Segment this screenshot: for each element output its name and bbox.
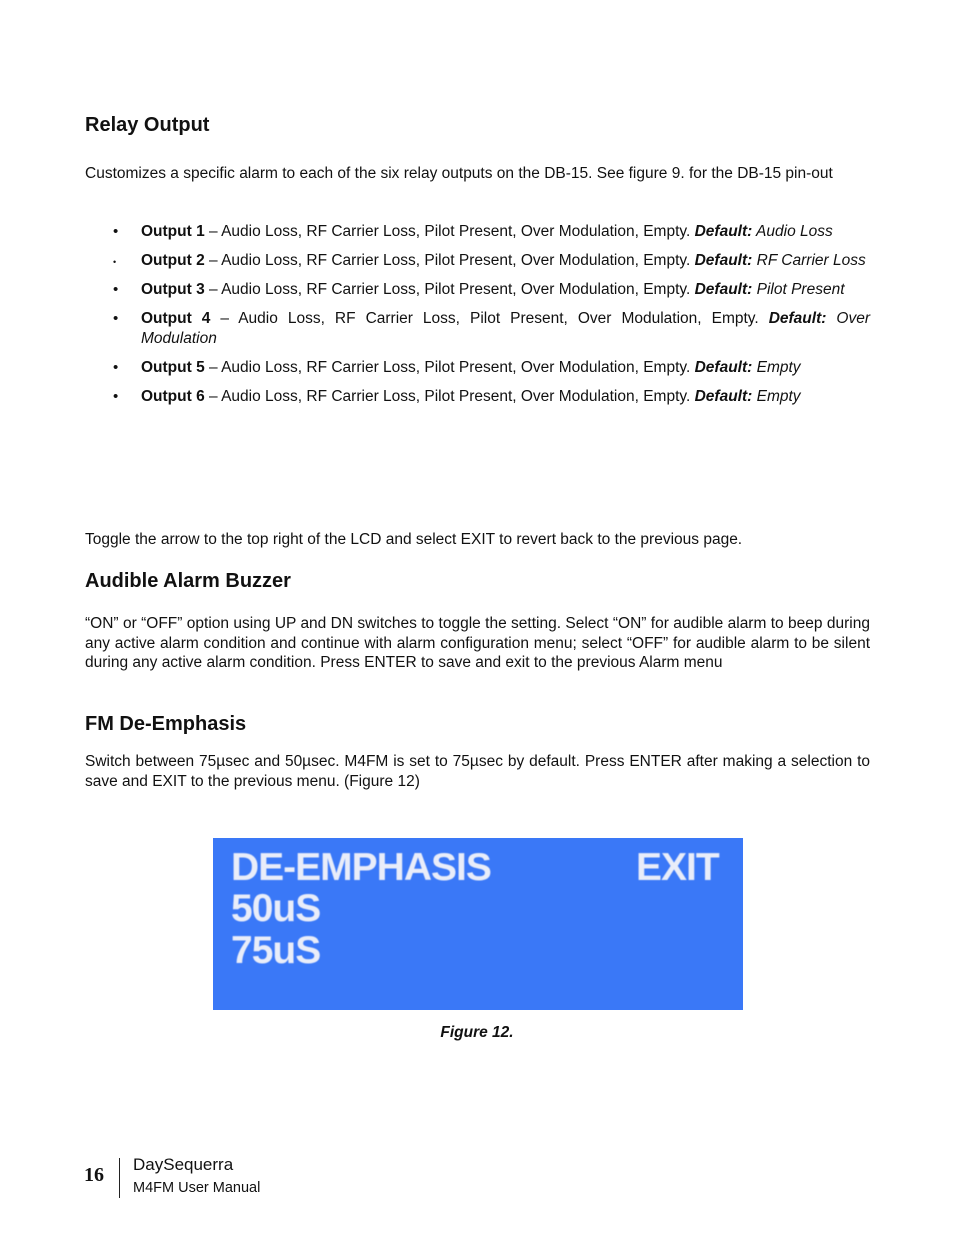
footer-divider: [119, 1158, 120, 1198]
list-item: [85, 222, 870, 242]
default-value: Empty: [752, 358, 801, 376]
default-label: Default:: [694, 223, 753, 240]
output-options: – Audio Loss, RF Carrier Loss, Pilot Present, Over Modulation, Empty.: [210, 310, 769, 327]
output-name: Output 1: [141, 223, 205, 240]
list-item: [85, 280, 870, 300]
default-label: Default:: [694, 281, 753, 298]
lcd-option-50us: 50uS: [231, 887, 321, 930]
output-name: Output 4: [141, 310, 211, 327]
manual-title: M4FM User Manual: [133, 1180, 261, 1196]
section-heading-relay-output: Relay Output: [85, 114, 210, 136]
bullet-icon: •: [113, 281, 119, 298]
default-value: Empty: [752, 387, 801, 405]
section-heading-fm-deemphasis: FM De-Emphasis: [85, 713, 247, 735]
list-item: [85, 251, 870, 271]
list-item: [85, 387, 870, 407]
output-options: – Audio Loss, RF Carrier Loss, Pilot Present, Over Modulation, Empty.: [204, 387, 695, 405]
lcd-option-75us: 75uS: [231, 929, 321, 972]
default-value: RF Carrier Loss: [752, 252, 866, 269]
relay-output-intro: Customizes a specific alarm to each of the six relay outputs on the DB-15. See figure 9. for the DB-15 pin-out: [85, 165, 833, 182]
bullet-icon: •: [113, 310, 119, 327]
default-value: Over Modulation: [141, 310, 870, 347]
bullet-icon: •: [113, 358, 119, 376]
lcd-exit: EXIT: [636, 846, 719, 889]
output-options: – Audio Loss, RF Carrier Loss, Pilot Present, Over Modulation, Empty.: [204, 281, 695, 298]
section-heading-audible-alarm: Audible Alarm Buzzer: [85, 570, 291, 592]
default-label: Default:: [694, 358, 753, 376]
fm-deemphasis-text: Switch between 75µsec and 50µsec. M4FM is set to 75µsec by default. Press ENTER after making a selection to save and EXIT to the previous menu. (Figure 12): [85, 753, 870, 790]
output-name: Output 3: [141, 281, 205, 298]
list-item: [85, 309, 870, 348]
default-label: Default:: [694, 387, 753, 405]
brand-logo-text: DaySequerra: [133, 1155, 234, 1174]
figure-caption: Figure 12.: [440, 1024, 514, 1041]
lcd-title: DE-EMPHASIS: [231, 846, 491, 889]
default-label: Default:: [694, 252, 753, 269]
default-value: Pilot Present: [752, 281, 845, 298]
output-options: – Audio Loss, RF Carrier Loss, Pilot Present, Over Modulation, Empty.: [204, 223, 695, 240]
output-name: Output 5: [141, 358, 205, 376]
lcd-screen-figure: [213, 838, 743, 1010]
output-options: – Audio Loss, RF Carrier Loss, Pilot Present, Over Modulation, Empty.: [204, 252, 695, 269]
relay-output-list: [85, 222, 870, 416]
default-label: Default:: [768, 310, 827, 327]
output-name: Output 2: [141, 252, 205, 269]
default-value: Audio Loss: [752, 223, 833, 240]
audible-alarm-text: “ON” or “OFF” option using UP and DN switches to toggle the setting. Select “ON” for audible alarm to beep during any active alarm condition and continue with alarm configuration menu; select “OFF” for audible alarm to be silent during any active alarm condition. Press ENTER to save and exit to the previous Alarm menu: [85, 615, 870, 671]
output-options: – Audio Loss, RF Carrier Loss, Pilot Present, Over Modulation, Empty.: [204, 358, 695, 376]
toggle-note: Toggle the arrow to the top right of the LCD and select EXIT to revert back to the previous page.: [85, 531, 743, 548]
bullet-icon: •: [113, 223, 119, 240]
bullet-icon: •: [113, 257, 117, 267]
output-name: Output 6: [141, 387, 205, 405]
list-item: [85, 358, 870, 378]
page-number: 16: [84, 1164, 104, 1186]
bullet-icon: •: [113, 387, 119, 405]
